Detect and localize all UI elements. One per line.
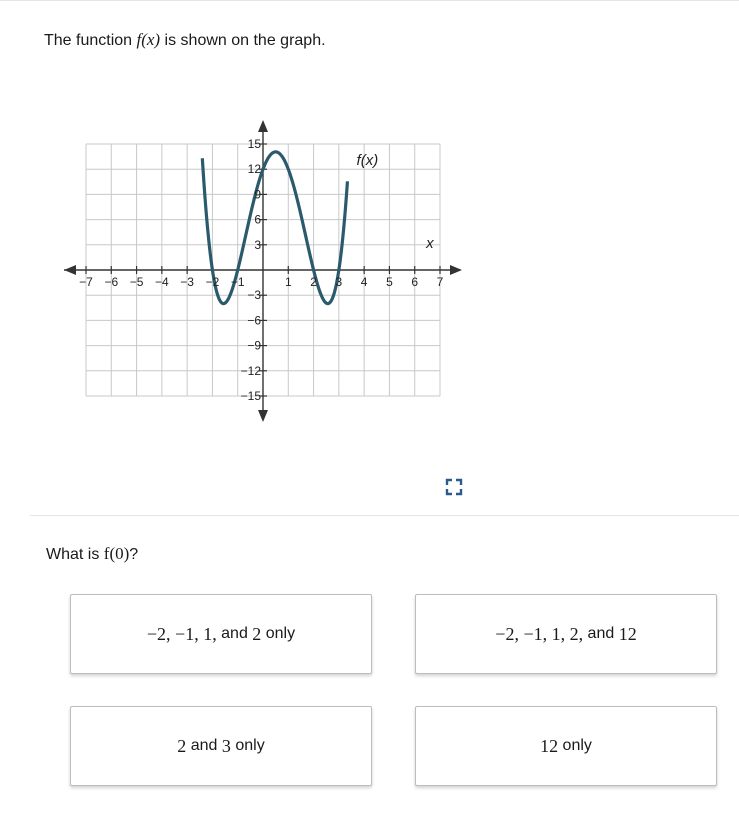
x-axis-arrow-right	[450, 265, 462, 275]
x-tick-label: −2	[205, 275, 220, 289]
choice-c-math2: 3	[221, 735, 231, 756]
choice-a-text2: only	[261, 625, 296, 642]
choice-c-text: and	[186, 737, 222, 754]
choice-b-math2: 12	[618, 623, 637, 644]
x-axis-arrow-left	[64, 265, 76, 275]
x-tick-label: 6	[411, 275, 419, 289]
answer-choice-a[interactable]	[70, 594, 372, 674]
x-tick-label: −3	[180, 275, 194, 289]
y-tick-label: −6	[247, 313, 261, 328]
y-tick-label: 6	[254, 212, 261, 227]
function-graph	[60, 116, 480, 426]
y-tick-label: −3	[247, 288, 261, 303]
y-tick-label: 12	[247, 162, 261, 177]
section-divider	[30, 515, 739, 516]
x-tick-label: −5	[129, 275, 144, 289]
expand-icon[interactable]	[445, 478, 463, 496]
x-tick-label: −7	[79, 275, 93, 289]
answer-choice-d[interactable]	[415, 706, 717, 786]
choice-c-math: 2	[177, 735, 187, 756]
x-tick-label: 2	[310, 275, 317, 289]
x-tick-label: −6	[104, 275, 119, 289]
y-tick-label: −12	[240, 363, 261, 378]
x-tick-label: −4	[155, 275, 169, 289]
x-tick-label: 3	[335, 275, 343, 289]
choice-c-text2: only	[230, 737, 265, 754]
question-prompt	[44, 30, 326, 51]
x-tick-label: 4	[360, 275, 368, 289]
answer-choice-b[interactable]	[415, 594, 717, 674]
x-axis-label: x	[426, 235, 434, 252]
x-tick-label: 5	[386, 275, 393, 289]
top-rule	[0, 0, 739, 1]
x-tick-label: −1	[230, 275, 245, 289]
x-tick-label: 7	[436, 275, 444, 289]
choice-d-text: only	[558, 737, 592, 754]
question-text	[46, 543, 138, 566]
y-tick-label: −15	[240, 389, 261, 403]
y-axis-arrow-up	[258, 120, 268, 132]
prompt-text-after: is shown on the graph.	[160, 32, 326, 49]
question-expression: f(0)	[103, 544, 130, 563]
y-tick-label: −9	[247, 338, 261, 353]
y-tick-label: 9	[254, 187, 261, 202]
question-text-after: ?	[129, 546, 139, 563]
y-tick-label: 15	[247, 137, 261, 151]
series-label-fx: f(x)	[356, 152, 379, 169]
choice-a-text: and	[216, 625, 253, 642]
choice-b-text: and	[583, 625, 619, 642]
x-tick-label: 1	[284, 275, 292, 289]
choice-d-math: 12	[540, 735, 559, 756]
choice-a-math2: 2	[252, 623, 262, 644]
choice-b-math: −2, −1, 1, 2,	[495, 623, 584, 644]
prompt-text-before: The function	[44, 32, 137, 49]
choice-a-math: −2, −1, 1,	[146, 623, 217, 644]
function-curve	[202, 152, 347, 304]
y-tick-label: 3	[254, 237, 261, 252]
prompt-function-name: f(x)	[136, 30, 161, 49]
question-text-before: What is	[46, 546, 104, 563]
y-axis-arrow-down	[258, 410, 268, 422]
answer-choice-c[interactable]	[70, 706, 372, 786]
